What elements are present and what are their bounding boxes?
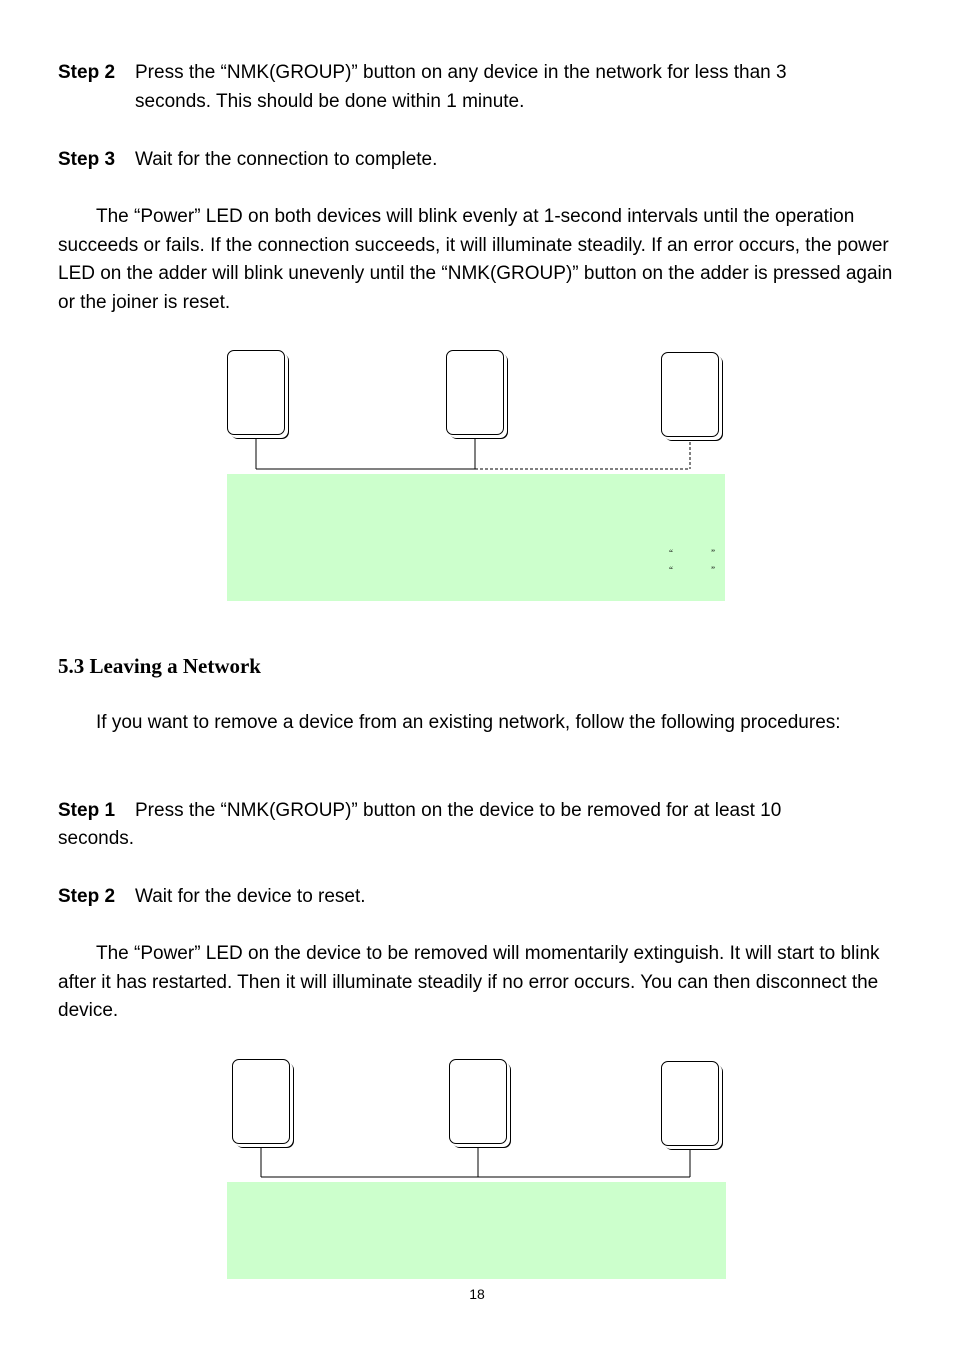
step-label: Step 1 [58, 800, 116, 821]
leave-power-led-paragraph: The “Power” LED on the device to be removed will momentarily extinguish. It will start to blink after it has restarted. Then it will illuminate steadily if no error occurs. You can then disconnect the device. [58, 943, 880, 1022]
step-label: Step 2 [58, 62, 116, 83]
step-2-line-2: seconds. This should be done within 1 minute. [135, 91, 525, 112]
step-label: Step 2 [58, 886, 116, 907]
section-heading: 5.3 Leaving a Network [58, 654, 261, 678]
step-text: Wait for the device to reset. [135, 886, 366, 907]
quote-close-2: ” [711, 565, 715, 575]
quote-close-1: ” [711, 548, 715, 558]
step-text: Press the “NMK(GROUP)” button on the device to be removed for at least 10 [135, 800, 782, 821]
powerline-adapter-b [449, 1059, 507, 1144]
page-number: 18 [469, 1286, 485, 1302]
quote-open-1: “ [669, 548, 673, 558]
step-text: Press the “NMK(GROUP)” button on any device in the network for less than 3 [135, 62, 787, 83]
powerline-adapter-a [232, 1059, 290, 1144]
leave-step-1-line-2: seconds. [58, 828, 135, 849]
diagram-caption-box-2 [227, 1182, 726, 1279]
step-text: Wait for the connection to complete. [135, 149, 438, 170]
leaving-intro-paragraph: If you want to remove a device from an existing network, follow the following procedures: [96, 712, 841, 733]
power-led-paragraph: The “Power” LED on both devices will blink evenly at 1-second intervals until the operation succeeds or fails. If the connection succeeds, it will illuminate steadily. If an error occurs, the power LED on the adder will blink unevenly until the “NMK(GROUP)” button on the adder is pressed again or the joiner is reset. [58, 206, 893, 314]
quote-open-2: “ [669, 565, 673, 575]
step-label: Step 3 [58, 149, 116, 170]
powerline-adapter-c [661, 1061, 719, 1146]
